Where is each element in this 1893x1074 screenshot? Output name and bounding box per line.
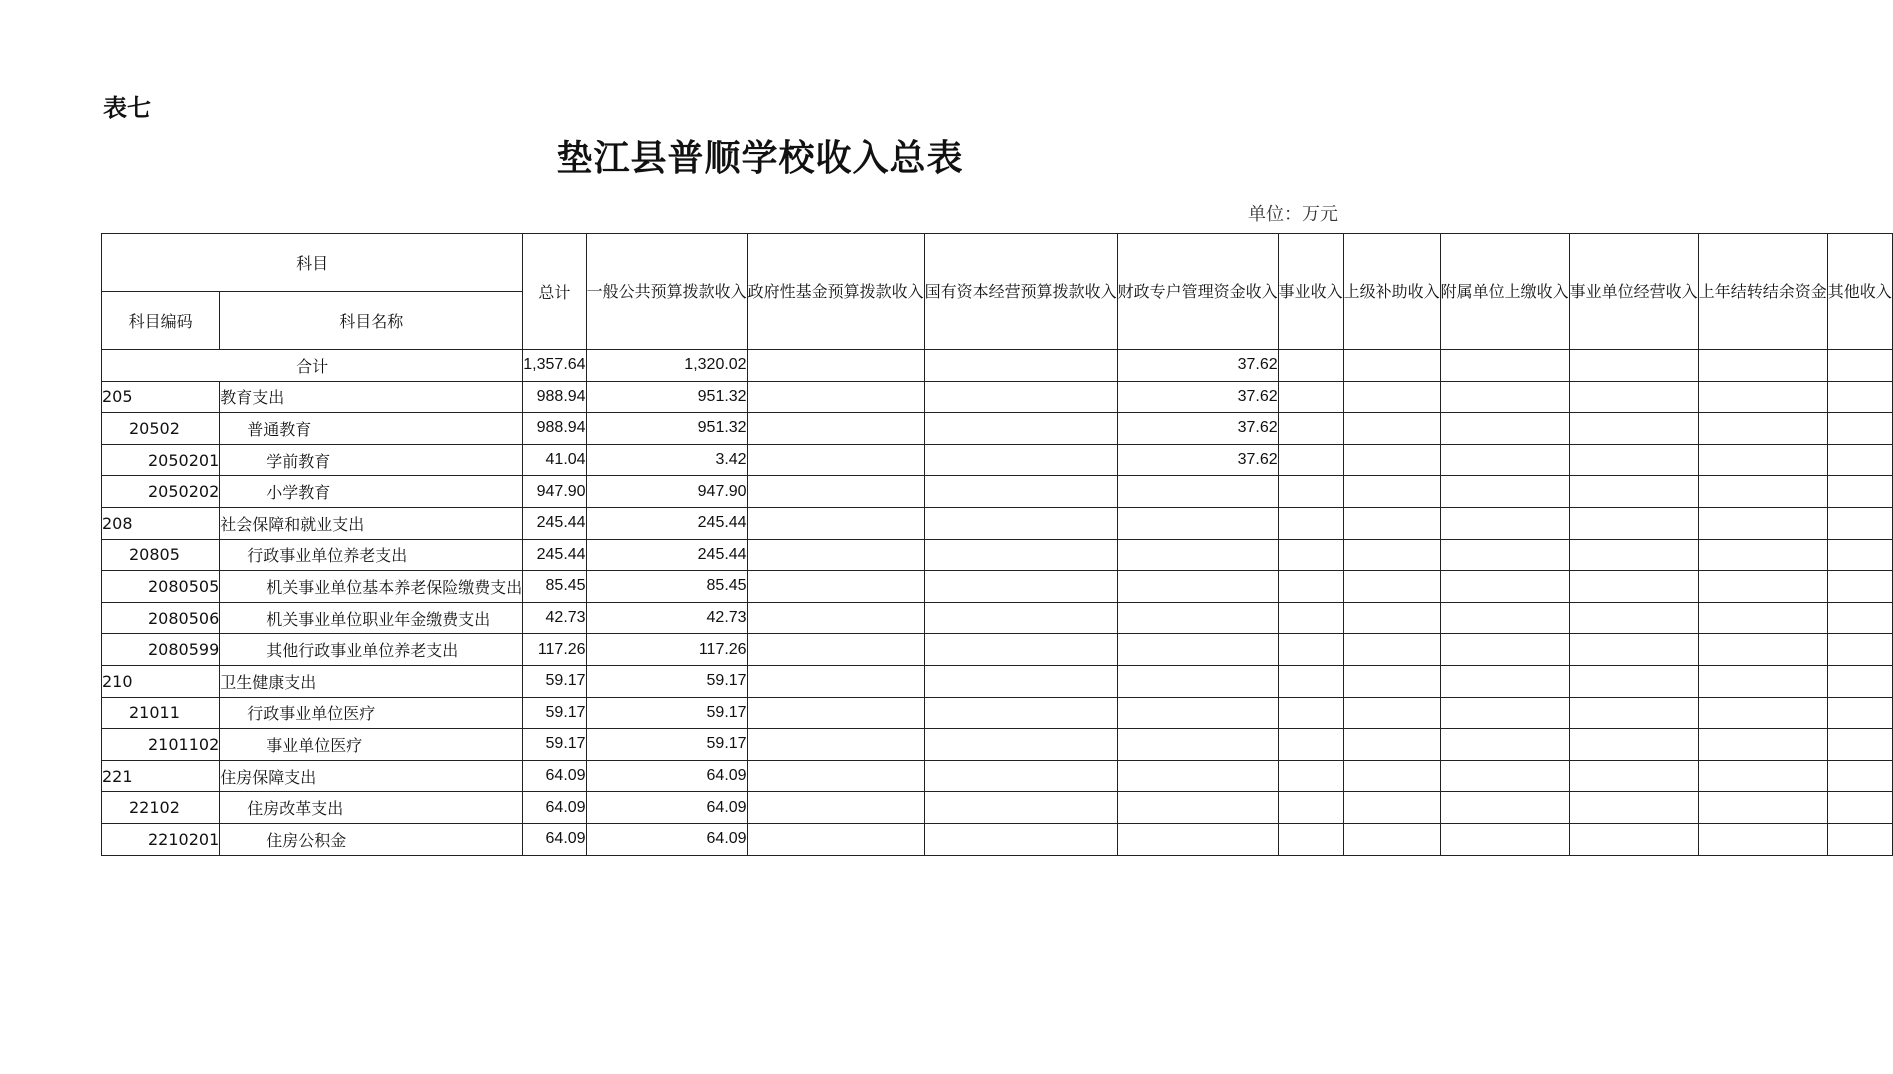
row-general-budget: 59.17 bbox=[586, 665, 747, 697]
row-state-capital bbox=[924, 823, 1117, 855]
row-other-income bbox=[1827, 507, 1892, 539]
row-superior-subsidy bbox=[1343, 413, 1440, 445]
row-operating-income bbox=[1569, 602, 1698, 634]
row-business-income bbox=[1278, 476, 1343, 508]
row-carryover bbox=[1698, 697, 1827, 729]
row-affiliate-income bbox=[1440, 444, 1569, 476]
table-row bbox=[102, 697, 1893, 729]
row-operating-income bbox=[1569, 476, 1698, 508]
row-superior-subsidy bbox=[1343, 634, 1440, 666]
row-state-capital bbox=[924, 507, 1117, 539]
row-gov-fund bbox=[747, 381, 924, 413]
table-row bbox=[102, 602, 1893, 634]
row-superior-subsidy bbox=[1343, 792, 1440, 824]
header-carryover: 上年结转结余资金 bbox=[1698, 234, 1827, 350]
header-general-budget: 一般公共预算拨款收入 bbox=[586, 234, 747, 350]
row-total: 988.94 bbox=[523, 413, 586, 445]
row-total: 947.90 bbox=[523, 476, 586, 508]
row-name: 其他行政事业单位养老支出 bbox=[220, 634, 523, 666]
row-gov-fund bbox=[747, 444, 924, 476]
row-name: 社会保障和就业支出 bbox=[220, 507, 523, 539]
row-code: 20805 bbox=[102, 539, 220, 571]
row-state-capital bbox=[924, 381, 1117, 413]
row-affiliate-income bbox=[1440, 602, 1569, 634]
row-operating-income bbox=[1569, 729, 1698, 761]
row-gov-fund bbox=[747, 792, 924, 824]
row-business-income bbox=[1278, 697, 1343, 729]
row-affiliate-income bbox=[1440, 665, 1569, 697]
row-fiscal-account bbox=[1117, 602, 1278, 634]
row-total: 64.09 bbox=[523, 823, 586, 855]
row-general-budget: 947.90 bbox=[586, 476, 747, 508]
row-fiscal-account bbox=[1117, 571, 1278, 603]
row-affiliate-income bbox=[1440, 507, 1569, 539]
header-subject: 科目 bbox=[102, 234, 523, 292]
row-gov-fund bbox=[747, 413, 924, 445]
total-fiscal-account: 37.62 bbox=[1117, 350, 1278, 382]
header-name: 科目名称 bbox=[220, 292, 523, 350]
row-other-income bbox=[1827, 602, 1892, 634]
row-operating-income bbox=[1569, 413, 1698, 445]
row-fiscal-account bbox=[1117, 792, 1278, 824]
row-superior-subsidy bbox=[1343, 665, 1440, 697]
row-other-income bbox=[1827, 476, 1892, 508]
row-name: 行政事业单位医疗 bbox=[220, 697, 523, 729]
row-gov-fund bbox=[747, 476, 924, 508]
row-code: 20502 bbox=[102, 413, 220, 445]
row-other-income bbox=[1827, 823, 1892, 855]
row-fiscal-account bbox=[1117, 476, 1278, 508]
row-other-income bbox=[1827, 634, 1892, 666]
row-superior-subsidy bbox=[1343, 697, 1440, 729]
row-superior-subsidy bbox=[1343, 444, 1440, 476]
row-general-budget: 245.44 bbox=[586, 539, 747, 571]
header-affiliate-income: 附属单位上缴收入 bbox=[1440, 234, 1569, 350]
table-row bbox=[102, 476, 1893, 508]
row-total: 59.17 bbox=[523, 729, 586, 761]
row-business-income bbox=[1278, 602, 1343, 634]
header-operating-income: 事业单位经营收入 bbox=[1569, 234, 1698, 350]
table-row bbox=[102, 381, 1893, 413]
row-business-income bbox=[1278, 444, 1343, 476]
header-other-income: 其他收入 bbox=[1827, 234, 1892, 350]
row-carryover bbox=[1698, 476, 1827, 508]
row-carryover bbox=[1698, 507, 1827, 539]
row-business-income bbox=[1278, 729, 1343, 761]
row-other-income bbox=[1827, 760, 1892, 792]
row-carryover bbox=[1698, 571, 1827, 603]
total-state-capital bbox=[924, 350, 1117, 382]
row-gov-fund bbox=[747, 602, 924, 634]
row-superior-subsidy bbox=[1343, 571, 1440, 603]
row-operating-income bbox=[1569, 697, 1698, 729]
row-code: 2101102 bbox=[102, 729, 220, 761]
row-total: 64.09 bbox=[523, 792, 586, 824]
row-business-income bbox=[1278, 571, 1343, 603]
row-carryover bbox=[1698, 444, 1827, 476]
row-name: 普通教育 bbox=[220, 413, 523, 445]
row-affiliate-income bbox=[1440, 476, 1569, 508]
table-number: 表七 bbox=[103, 94, 151, 122]
total-carryover bbox=[1698, 350, 1827, 382]
row-operating-income bbox=[1569, 507, 1698, 539]
row-gov-fund bbox=[747, 571, 924, 603]
row-other-income bbox=[1827, 729, 1892, 761]
row-state-capital bbox=[924, 413, 1117, 445]
row-fiscal-account bbox=[1117, 823, 1278, 855]
row-other-income bbox=[1827, 444, 1892, 476]
row-name: 行政事业单位养老支出 bbox=[220, 539, 523, 571]
table-row bbox=[102, 507, 1893, 539]
row-operating-income bbox=[1569, 665, 1698, 697]
table-row bbox=[102, 539, 1893, 571]
row-name: 机关事业单位基本养老保险缴费支出 bbox=[220, 571, 523, 603]
row-carryover bbox=[1698, 381, 1827, 413]
row-other-income bbox=[1827, 539, 1892, 571]
row-state-capital bbox=[924, 602, 1117, 634]
row-total: 64.09 bbox=[523, 760, 586, 792]
row-fiscal-account bbox=[1117, 539, 1278, 571]
row-operating-income bbox=[1569, 571, 1698, 603]
row-business-income bbox=[1278, 539, 1343, 571]
row-general-budget: 951.32 bbox=[586, 413, 747, 445]
row-fiscal-account bbox=[1117, 634, 1278, 666]
header-total: 总计 bbox=[523, 234, 586, 350]
income-table bbox=[101, 233, 1893, 856]
row-operating-income bbox=[1569, 792, 1698, 824]
row-general-budget: 85.45 bbox=[586, 571, 747, 603]
row-fiscal-account: 37.62 bbox=[1117, 381, 1278, 413]
row-name: 教育支出 bbox=[220, 381, 523, 413]
row-general-budget: 117.26 bbox=[586, 634, 747, 666]
row-fiscal-account bbox=[1117, 697, 1278, 729]
row-superior-subsidy bbox=[1343, 760, 1440, 792]
row-superior-subsidy bbox=[1343, 602, 1440, 634]
row-business-income bbox=[1278, 760, 1343, 792]
row-state-capital bbox=[924, 697, 1117, 729]
row-affiliate-income bbox=[1440, 571, 1569, 603]
row-superior-subsidy bbox=[1343, 476, 1440, 508]
row-operating-income bbox=[1569, 634, 1698, 666]
table-row bbox=[102, 792, 1893, 824]
row-name: 住房改革支出 bbox=[220, 792, 523, 824]
row-superior-subsidy bbox=[1343, 381, 1440, 413]
row-other-income bbox=[1827, 697, 1892, 729]
row-carryover bbox=[1698, 792, 1827, 824]
row-code: 210 bbox=[102, 665, 220, 697]
table-row bbox=[102, 823, 1893, 855]
row-business-income bbox=[1278, 634, 1343, 666]
row-affiliate-income bbox=[1440, 381, 1569, 413]
row-carryover bbox=[1698, 823, 1827, 855]
row-operating-income bbox=[1569, 823, 1698, 855]
row-name: 住房公积金 bbox=[220, 823, 523, 855]
row-gov-fund bbox=[747, 634, 924, 666]
row-total: 245.44 bbox=[523, 507, 586, 539]
row-superior-subsidy bbox=[1343, 507, 1440, 539]
total-label: 合计 bbox=[102, 350, 523, 382]
row-carryover bbox=[1698, 602, 1827, 634]
row-general-budget: 951.32 bbox=[586, 381, 747, 413]
row-superior-subsidy bbox=[1343, 823, 1440, 855]
row-operating-income bbox=[1569, 381, 1698, 413]
row-business-income bbox=[1278, 665, 1343, 697]
total-operating-income bbox=[1569, 350, 1698, 382]
row-name: 学前教育 bbox=[220, 444, 523, 476]
row-superior-subsidy bbox=[1343, 729, 1440, 761]
row-state-capital bbox=[924, 444, 1117, 476]
row-fiscal-account bbox=[1117, 507, 1278, 539]
row-gov-fund bbox=[747, 539, 924, 571]
row-carryover bbox=[1698, 539, 1827, 571]
row-code: 2210201 bbox=[102, 823, 220, 855]
row-code: 22102 bbox=[102, 792, 220, 824]
row-state-capital bbox=[924, 571, 1117, 603]
row-affiliate-income bbox=[1440, 823, 1569, 855]
row-affiliate-income bbox=[1440, 729, 1569, 761]
row-code: 2080505 bbox=[102, 571, 220, 603]
row-code: 2050201 bbox=[102, 444, 220, 476]
row-gov-fund bbox=[747, 697, 924, 729]
row-general-budget: 64.09 bbox=[586, 823, 747, 855]
row-total: 41.04 bbox=[523, 444, 586, 476]
total-general-budget: 1,320.02 bbox=[586, 350, 747, 382]
row-total: 85.45 bbox=[523, 571, 586, 603]
table-row bbox=[102, 413, 1893, 445]
row-superior-subsidy bbox=[1343, 539, 1440, 571]
row-affiliate-income bbox=[1440, 634, 1569, 666]
row-operating-income bbox=[1569, 444, 1698, 476]
row-other-income bbox=[1827, 571, 1892, 603]
row-other-income bbox=[1827, 381, 1892, 413]
header-gov-fund: 政府性基金预算拨款收入 bbox=[747, 234, 924, 350]
row-other-income bbox=[1827, 413, 1892, 445]
row-fiscal-account bbox=[1117, 729, 1278, 761]
row-code: 21011 bbox=[102, 697, 220, 729]
row-other-income bbox=[1827, 665, 1892, 697]
row-carryover bbox=[1698, 634, 1827, 666]
row-business-income bbox=[1278, 381, 1343, 413]
row-fiscal-account bbox=[1117, 665, 1278, 697]
row-affiliate-income bbox=[1440, 760, 1569, 792]
row-business-income bbox=[1278, 507, 1343, 539]
row-carryover bbox=[1698, 665, 1827, 697]
row-state-capital bbox=[924, 792, 1117, 824]
row-business-income bbox=[1278, 823, 1343, 855]
row-general-budget: 59.17 bbox=[586, 729, 747, 761]
total-other-income bbox=[1827, 350, 1892, 382]
total-affiliate-income bbox=[1440, 350, 1569, 382]
row-gov-fund bbox=[747, 823, 924, 855]
row-fiscal-account: 37.62 bbox=[1117, 444, 1278, 476]
row-total: 245.44 bbox=[523, 539, 586, 571]
total-row bbox=[102, 350, 1893, 382]
row-gov-fund bbox=[747, 729, 924, 761]
table-row bbox=[102, 729, 1893, 761]
row-carryover bbox=[1698, 760, 1827, 792]
row-general-budget: 59.17 bbox=[586, 697, 747, 729]
header-business-income: 事业收入 bbox=[1278, 234, 1343, 350]
total-superior-subsidy bbox=[1343, 350, 1440, 382]
table-row bbox=[102, 760, 1893, 792]
row-business-income bbox=[1278, 792, 1343, 824]
row-code: 208 bbox=[102, 507, 220, 539]
row-state-capital bbox=[924, 729, 1117, 761]
row-business-income bbox=[1278, 413, 1343, 445]
row-other-income bbox=[1827, 792, 1892, 824]
row-state-capital bbox=[924, 760, 1117, 792]
row-total: 988.94 bbox=[523, 381, 586, 413]
row-total: 59.17 bbox=[523, 697, 586, 729]
total-total: 1,357.64 bbox=[523, 350, 586, 382]
row-general-budget: 42.73 bbox=[586, 602, 747, 634]
row-code: 205 bbox=[102, 381, 220, 413]
row-general-budget: 64.09 bbox=[586, 760, 747, 792]
table-row bbox=[102, 571, 1893, 603]
header-fiscal-account: 财政专户管理资金收入 bbox=[1117, 234, 1278, 350]
row-fiscal-account bbox=[1117, 760, 1278, 792]
row-general-budget: 245.44 bbox=[586, 507, 747, 539]
total-business-income bbox=[1278, 350, 1343, 382]
row-name: 事业单位医疗 bbox=[220, 729, 523, 761]
unit-label: 单位：万元 bbox=[1248, 204, 1338, 225]
table-row bbox=[102, 665, 1893, 697]
row-gov-fund bbox=[747, 760, 924, 792]
page-title: 垫江县普顺学校收入总表 bbox=[556, 137, 964, 179]
row-state-capital bbox=[924, 539, 1117, 571]
row-code: 2050202 bbox=[102, 476, 220, 508]
row-affiliate-income bbox=[1440, 697, 1569, 729]
total-gov-fund bbox=[747, 350, 924, 382]
row-affiliate-income bbox=[1440, 539, 1569, 571]
row-name: 住房保障支出 bbox=[220, 760, 523, 792]
row-carryover bbox=[1698, 413, 1827, 445]
row-operating-income bbox=[1569, 539, 1698, 571]
row-carryover bbox=[1698, 729, 1827, 761]
row-code: 2080599 bbox=[102, 634, 220, 666]
row-total: 59.17 bbox=[523, 665, 586, 697]
row-code: 2080506 bbox=[102, 602, 220, 634]
header-state-capital: 国有资本经营预算拨款收入 bbox=[924, 234, 1117, 350]
row-operating-income bbox=[1569, 760, 1698, 792]
header-superior-subsidy: 上级补助收入 bbox=[1343, 234, 1440, 350]
row-total: 117.26 bbox=[523, 634, 586, 666]
row-affiliate-income bbox=[1440, 792, 1569, 824]
row-state-capital bbox=[924, 634, 1117, 666]
row-general-budget: 64.09 bbox=[586, 792, 747, 824]
row-gov-fund bbox=[747, 507, 924, 539]
row-state-capital bbox=[924, 476, 1117, 508]
row-name: 卫生健康支出 bbox=[220, 665, 523, 697]
table-row bbox=[102, 444, 1893, 476]
header-code: 科目编码 bbox=[102, 292, 220, 350]
row-name: 小学教育 bbox=[220, 476, 523, 508]
row-fiscal-account: 37.62 bbox=[1117, 413, 1278, 445]
row-code: 221 bbox=[102, 760, 220, 792]
row-gov-fund bbox=[747, 665, 924, 697]
row-name: 机关事业单位职业年金缴费支出 bbox=[220, 602, 523, 634]
row-total: 42.73 bbox=[523, 602, 586, 634]
row-affiliate-income bbox=[1440, 413, 1569, 445]
table-row bbox=[102, 634, 1893, 666]
row-state-capital bbox=[924, 665, 1117, 697]
row-general-budget: 3.42 bbox=[586, 444, 747, 476]
